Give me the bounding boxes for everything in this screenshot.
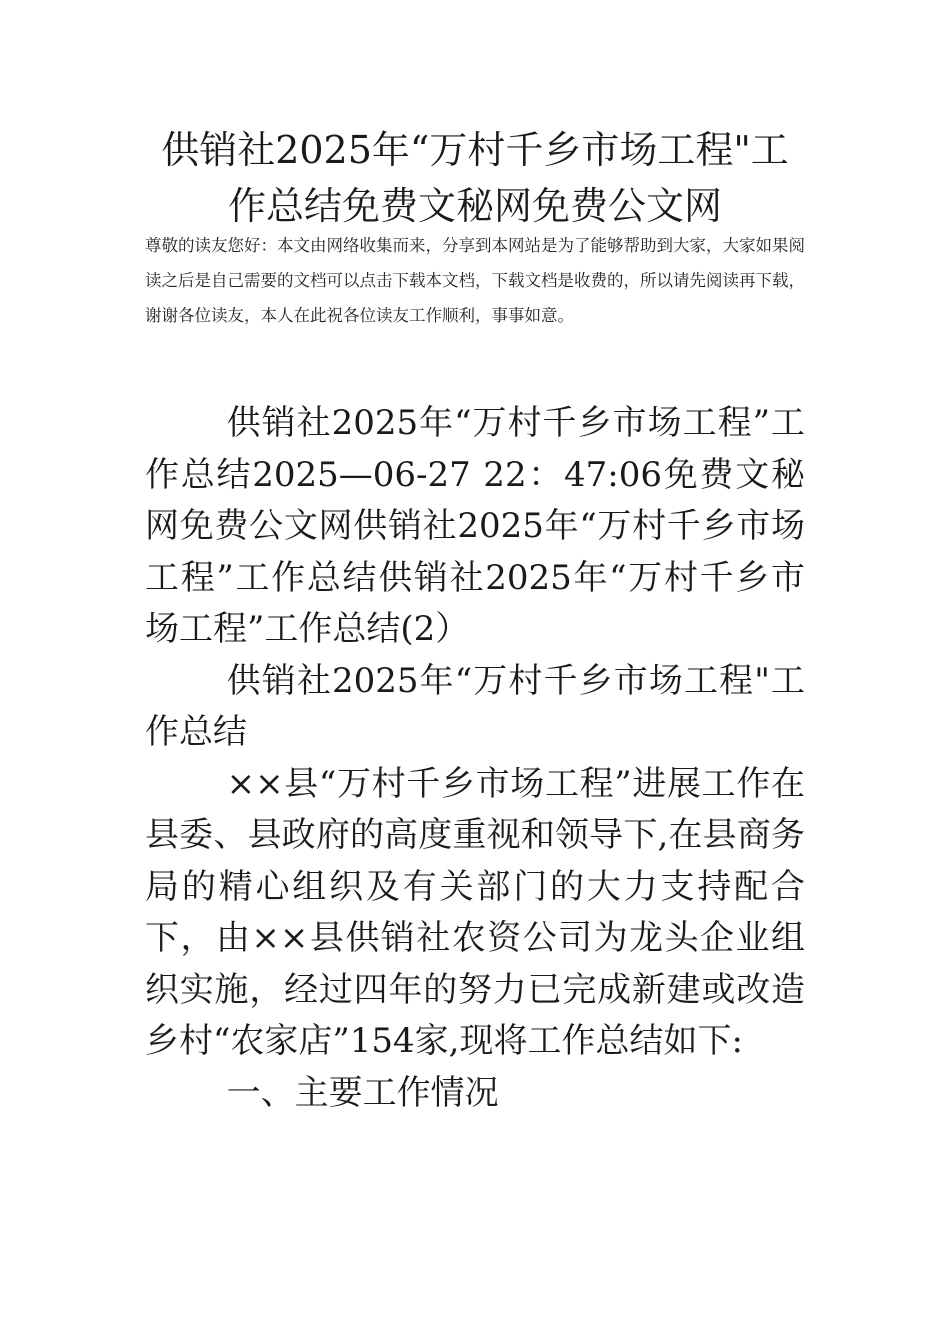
document-body [145, 398, 805, 1119]
document-title: 供销社2025年“万村千乡市场工程"工作总结免费文秘网免费公文网 [161, 128, 789, 228]
reader-notice: 尊敬的读友您好：本文由网络收集而来，分享到本网站是为了能够帮助到大家，大家如果阅读之后是自己需要的文档可以点击下载本文档，下载文档是收费的，所以请先阅读再下载，谢谢各位读友，本人在此祝各位读友工作顺利，事事如意。 [145, 236, 805, 325]
body-paragraph: 供销社2025年“万村千乡市场工程”工作总结2025—06-27 22：47:06免费文秘网免费公文网供销社2025年“万村千乡市场工程”工作总结供销社2025年“万村千乡市场工程”工作总结(2） [145, 403, 805, 649]
body-paragraph: 供销社2025年“万村千乡市场工程"工作总结 [145, 660, 805, 752]
section-heading: 一、主要工作情况 [226, 1072, 499, 1113]
body-paragraph: ××县“万村千乡市场工程”进展工作在县委、县政府的高度重视和领导下,在县商务局的精心组织及有关部门的大力支持配合下，由××县供销社农资公司为龙头企业组织实施，经过四年的努力已完成新建或改造乡村“农家店”154家,现将工作总结如下: [145, 763, 805, 1061]
